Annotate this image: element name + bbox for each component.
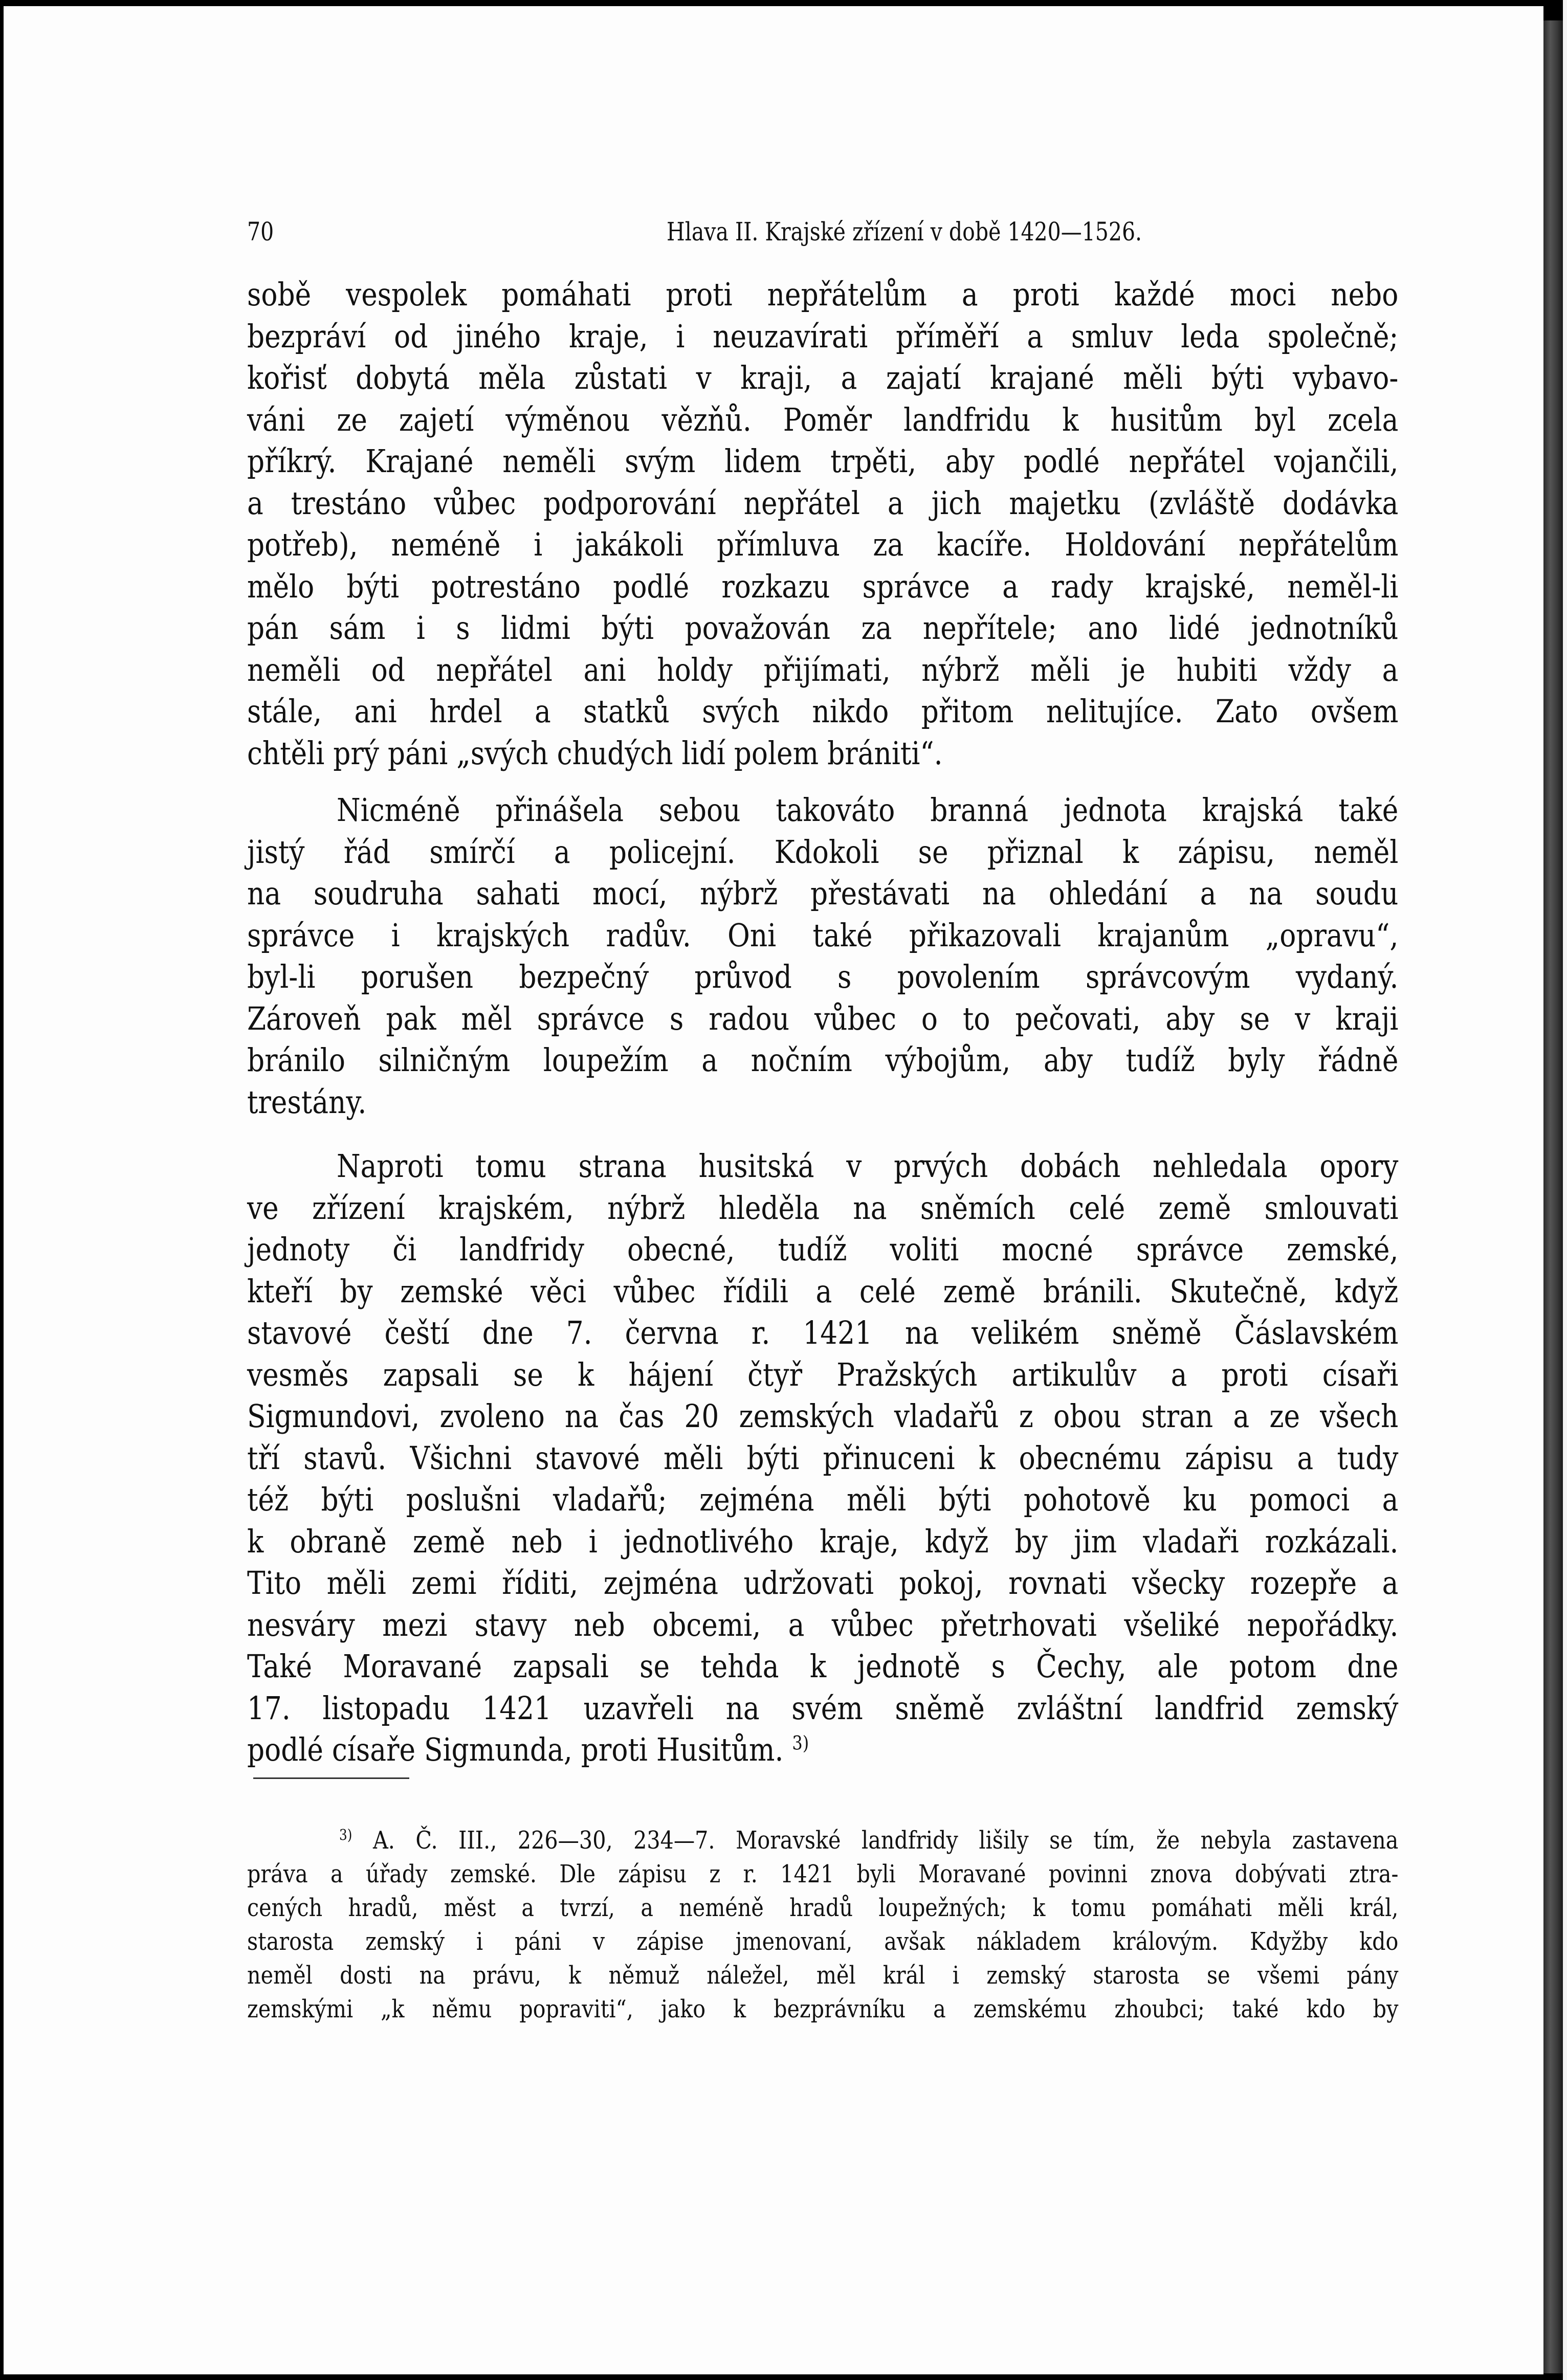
text-line: jistý řád smírčí a policejní. Kdokoli se přiznal k zápisu, neměl: [247, 833, 1399, 871]
text-line: [247, 1729, 1398, 1771]
text-line: sobě vespolek pomáhati proti nepřátelům a proti každé moci nebo: [247, 276, 1399, 313]
text-line: k obraně země neb i jednotlivého kraje, když by jim vladaři rozkázali.: [247, 1522, 1399, 1560]
text-line-content: podlé císaře Sigmunda, proti Husitům.: [247, 1731, 784, 1768]
text-line: stále, ani hrdel a statků svých nikdo přitom nelitujíce. Zato ovšem: [247, 693, 1399, 730]
paragraph-3: [247, 1145, 1398, 1771]
footnote-line: neměl dosti na právu, k němuž náležel, měl král i zemský starosta se všemi pány: [247, 1961, 1399, 1990]
text-line: pán sám i s lidmi býti považován za nepřítele; ano lidé jednotníků: [247, 609, 1399, 647]
text-line: nesváry mezi stavy neb obcemi, a vůbec přetrhovati všeliké nepořádky.: [247, 1606, 1399, 1643]
running-header: [247, 214, 1191, 250]
paragraph-1: [247, 274, 1398, 774]
footnote-reference[interactable]: 3): [792, 1731, 809, 1754]
text-line: Sigmundovi, zvoleno na čas 20 zemských vladařů z obou stran a ze všech: [247, 1397, 1399, 1435]
text-line: byl-li porušen bezpečný průvod s povolením správcovým vydaný.: [247, 958, 1399, 995]
footnote-separator: [253, 1777, 409, 1779]
text-line: bránilo silničným loupežím a nočním výbojům, aby tudíž byly řádně: [247, 1041, 1399, 1079]
footnote-block: [247, 1823, 1398, 2026]
text-line: a trestáno vůbec podporování nepřátel a jich majetku (zvláště dodávka: [247, 484, 1399, 522]
text-line: jednoty či landfridy obecné, tudíž voliti mocné správce zemské,: [247, 1231, 1399, 1268]
main-text: [247, 274, 1398, 1771]
scan-margin: [1563, 0, 1567, 2380]
running-title: Hlava II. Krajské zřízení v době 1420—1526.: [667, 217, 1142, 247]
text-line: tří stavů. Všichni stavové měli býti přinuceni k obecnému zápisu a tudy: [247, 1439, 1399, 1477]
text-line: na soudruha sahati mocí, nýbrž přestávati na ohledání a na soudu: [247, 875, 1399, 912]
text-line: neměli od nepřátel ani holdy přijímati, nýbrž měli je hubiti vždy a: [247, 651, 1399, 688]
text-line: Zároveň pak měl správce s radou vůbec o to pečovati, aby se v kraji: [247, 999, 1399, 1037]
text-line: ve zřízení krajském, nýbrž hleděla na sněmích celé země smlouvati: [247, 1189, 1399, 1227]
text-line: Tito měli zemi říditi, zejména udržovati pokoj, rovnati všecky rozepře a: [247, 1564, 1399, 1602]
page-edge-shadow: [1543, 20, 1563, 2373]
text-line: Naproti tomu strana husitská v prvých dobách nehledala opory: [337, 1147, 1399, 1185]
text-line: vesměs zapsali se k hájení čtyř Pražských artikulův a proti císaři: [247, 1355, 1399, 1393]
text-line: váni ze zajetí výměnou vězňů. Poměr landfridu k husitům byl zcela: [247, 401, 1399, 438]
footnote-line: cených hradů, měst a tvrzí, a neméně hradů loupežných; k tomu pomáhati měli král,: [247, 1894, 1399, 1922]
text-line: 17. listopadu 1421 uzavřeli na svém sněmě zvláštní landfrid zemský: [247, 1689, 1399, 1727]
text-line: též býti poslušni vladařů; zejména měli býti pohotově ku pomoci a: [247, 1481, 1399, 1518]
text-line: mělo býti potrestáno podlé rozkazu správce a rady krajské, neměl-li: [247, 567, 1399, 605]
footnote-marker: 3): [339, 1826, 352, 1843]
text-line: trestány.: [247, 1083, 367, 1121]
page-number: 70: [247, 217, 274, 247]
text-line: chtěli prý páni „svých chudých lidí polem brániti“.: [247, 734, 943, 772]
text-line: Nicméně přinášela sebou takováto branná jednota krajská také: [337, 791, 1399, 829]
text-line: Také Moravané zapsali se tehda k jednotě s Čechy, ale potom dne: [247, 1648, 1399, 1685]
text-line: stavové čeští dne 7. června r. 1421 na velikém sněmě Čáslavském: [247, 1314, 1399, 1351]
text-line: kteří by zemské věci vůbec řídili a celé země bránili. Skutečně, když: [247, 1272, 1399, 1310]
footnote-line: starosta zemský i páni v zápise jmenovaní, avšak nákladem královým. Kdyžby kdo: [247, 1927, 1399, 1956]
text-line: správce i krajských radův. Oni také přikazovali krajanům „opravu“,: [247, 916, 1399, 954]
text-line: kořisť dobytá měla zůstati v kraji, a zajatí krajané měli býti vybavo-: [247, 359, 1399, 396]
text-line: bezpráví od jiného kraje, i neuzavírati příměří a smluv leda společně;: [247, 317, 1399, 355]
footnote-line: práva a úřady zemské. Dle zápisu z r. 1421 byli Moravané povinni znova dobývati ztra-: [247, 1860, 1399, 1888]
paragraph-2: [247, 789, 1398, 1123]
footnote-text: A. Č. III., 226—30, 234—7. Moravské landfridy lišily se tím, že nebyla zastavena: [372, 1826, 1399, 1855]
text-line: potřeb), neméně i jakákoli přímluva za kacíře. Holdování nepřátelům: [247, 526, 1399, 563]
text-line: příkrý. Krajané neměli svým lidem trpěti, aby podlé nepřátel vojančili,: [247, 442, 1399, 480]
footnote-line: zemskými „k němu popraviti“, jako k bezprávníku a zemskému zhoubci; také kdo by: [247, 1995, 1399, 2023]
footnote-line: [339, 1823, 1398, 1857]
